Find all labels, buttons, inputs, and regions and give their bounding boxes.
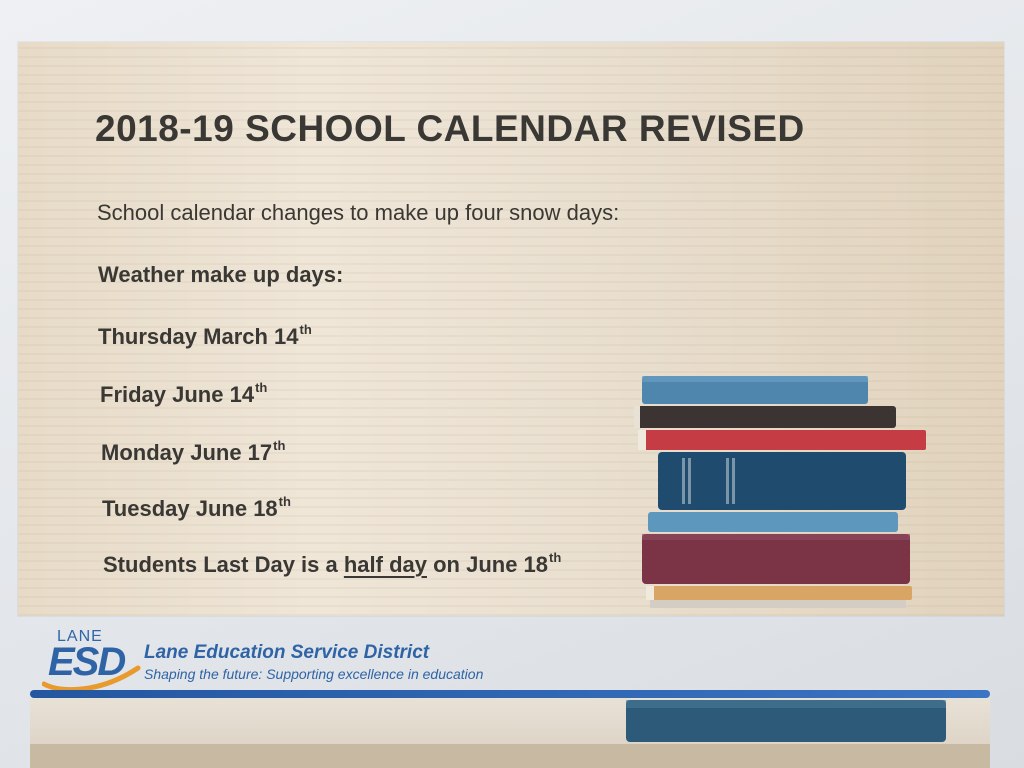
book bbox=[638, 430, 926, 450]
book-stack-image bbox=[628, 372, 948, 612]
logo-swoosh-icon bbox=[42, 658, 142, 692]
org-name: Lane Education Service District bbox=[144, 642, 430, 663]
lane-esd-logo-block bbox=[40, 628, 600, 698]
flyer-subtitle: School calendar changes to make up four snow days: bbox=[97, 200, 620, 225]
calendar-flyer bbox=[18, 42, 1004, 616]
book bbox=[642, 534, 910, 584]
bottom-book-photo bbox=[30, 698, 990, 768]
makeup-day: Tuesday June 18th bbox=[102, 494, 291, 521]
last-day-note: Students Last Day is a half day on June 18th bbox=[103, 550, 562, 577]
org-tagline: Shaping the future: Supporting excellence in education bbox=[144, 666, 484, 682]
logo-lane-text: LANE bbox=[57, 628, 103, 645]
makeup-day: Monday June 17th bbox=[101, 438, 286, 465]
book bbox=[634, 406, 896, 428]
book bbox=[658, 452, 906, 510]
bottom-book-image bbox=[30, 698, 990, 768]
flyer-title: 2018-19 SCHOOL CALENDAR REVISED bbox=[95, 108, 805, 149]
makeup-days-heading: Weather make up days: bbox=[98, 262, 344, 287]
logo-esd-text: ESD bbox=[48, 640, 125, 684]
makeup-day: Thursday March 14th bbox=[98, 322, 312, 349]
makeup-day: Friday June 14th bbox=[100, 380, 268, 407]
book bbox=[646, 586, 912, 600]
footer-divider bbox=[30, 690, 990, 698]
book bbox=[648, 512, 898, 532]
half-day-underlined: half day bbox=[343, 552, 427, 577]
